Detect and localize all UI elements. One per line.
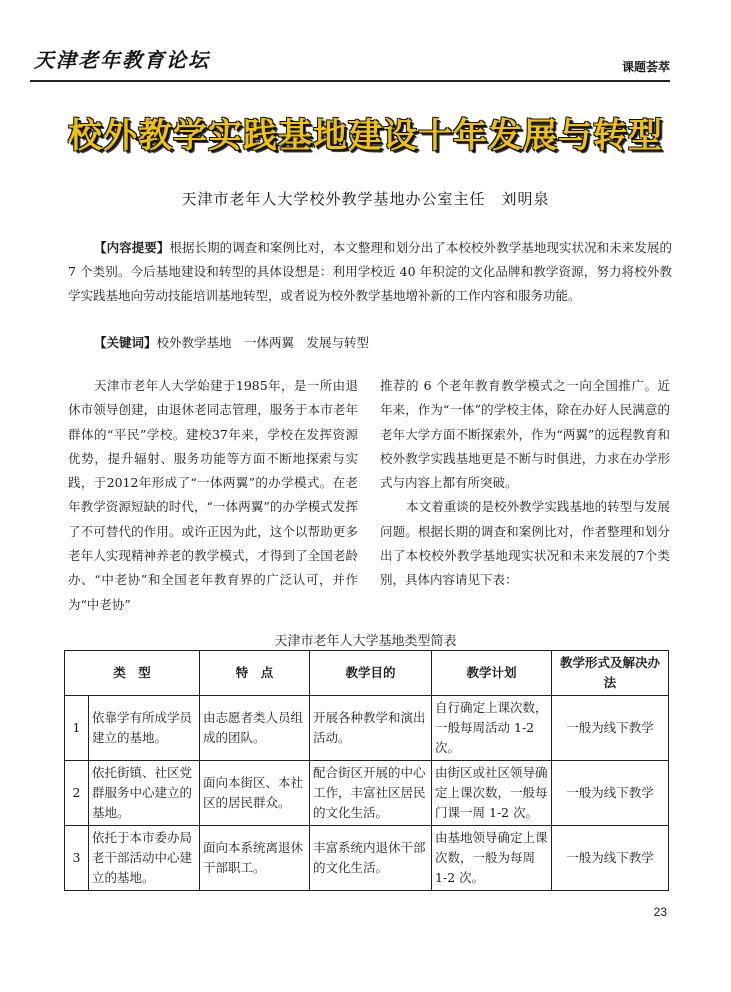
running-header — [30, 40, 670, 82]
table-caption: 天津市老年人大学基地类型简表 — [274, 634, 457, 649]
header-plan: 教学计划 — [432, 651, 552, 696]
cell-mode: 一般为线下教学 — [552, 826, 669, 891]
page-number: 23 — [653, 905, 667, 919]
abstract-label: 【内容提要】 — [94, 240, 170, 255]
row-number: 1 — [65, 696, 89, 761]
cell-goal: 开展各种教学和演出活动。 — [310, 696, 432, 761]
body-paragraph: 推荐的 6 个老年教育教学模式之一向全国推广。近年来，作为“一体”的学校主体，除在办好人民满意的老年大学方面不断探索外，作为“两翼”的远程教育和校外教学实践基地更是不断与时俱进，力求在办学形式与内容上都有所突破。 — [380, 378, 670, 491]
cell-type: 依靠学有所成学员建立的基地。 — [89, 696, 200, 761]
body-paragraph: 本文着重谈的是校外教学实践基地的转型与发展问题。根据长期的调查和案例比对，作者整理和划分出了本校校外教学基地现实状况和未来发展的7个类别，具体内容请见下表： — [380, 499, 670, 588]
body-column-right — [380, 374, 670, 593]
keywords-text: 校外教学基地 一体两翼 发展与转型 — [156, 335, 370, 350]
cell-type: 依托街镇、社区党群服务中心建立的基地。 — [89, 761, 200, 826]
article-title: 校外教学实践基地建设十年发展与转型 — [68, 116, 663, 156]
base-type-table — [64, 650, 669, 891]
cell-feature: 由志愿者类人员组成的团队。 — [200, 696, 310, 761]
header-goal: 教学目的 — [310, 651, 432, 696]
article-author: 天津市老年人大学校外教学基地办公室主任 刘明泉 — [181, 190, 550, 208]
table-row — [65, 826, 669, 891]
abstract-text: 根据长期的调查和案例比对，本文整理和划分出了本校校外教学基地现实状况和未来发展的 7 个类别。今后基地建设和转型的具体设想是：利用学校近 40 年积淀的文化品牌和教学资源，努力将校外教学实践基地向劳动技能培训基地转型，或者说为校外教学基地增补新的工作内容和服务功能。 — [68, 240, 672, 303]
table-row — [65, 696, 669, 761]
header-mode: 教学形式及解决办法 — [552, 651, 669, 696]
header-type: 类 型 — [65, 651, 200, 696]
cell-feature: 面向本街区、本社区的居民群众。 — [200, 761, 310, 826]
table-row — [65, 761, 669, 826]
row-number: 2 — [65, 761, 89, 826]
body-column-left — [68, 374, 358, 617]
cell-mode: 一般为线下教学 — [552, 696, 669, 761]
body-paragraph: 天津市老年人大学始建于1985年，是一所由退休市领导创建，由退休老同志管理，服务于本市老年群体的“平民”学校。建校37年来，学校在发挥资源优势，提升辐射、服务功能等方面不断地探索与实践，于2012年形成了“一体两翼”的办学模式。在老年教学资源短缺的时代，“一体两翼”的办学模式发挥了不可替代的作用。或许正因为此，这个以帮助更多老年人实现精神养老的教学模式，才得到了全国老龄办、“中老协”和全国老年教育界的广泛认可，并作为“中老协” — [68, 378, 358, 612]
cell-goal: 配合街区开展的中心工作，丰富社区居民的文化生活。 — [310, 761, 432, 826]
cell-plan: 自行确定上课次数，一般每周活动 1-2 次。 — [432, 696, 552, 761]
header-feature: 特 点 — [200, 651, 310, 696]
cell-plan: 由街区或社区领导确定上课次数，一般每门课一周 1-2 次。 — [432, 761, 552, 826]
cell-type: 依托于本市委办局老干部活动中心建立的基地。 — [89, 826, 200, 891]
section-name: 课题荟萃 — [621, 60, 670, 74]
cell-mode: 一般为线下教学 — [552, 761, 669, 826]
keywords-label: 【关键词】 — [94, 335, 157, 350]
journal-name: 天津老年教育论坛 — [34, 48, 210, 72]
cell-feature: 面向本系统离退休干部职工。 — [200, 826, 310, 891]
keywords — [68, 331, 672, 355]
table-header-row — [65, 651, 669, 696]
cell-goal: 丰富系统内退休干部的文化生活。 — [310, 826, 432, 891]
row-number: 3 — [65, 826, 89, 891]
abstract — [68, 236, 672, 308]
cell-plan: 由基地领导确定上课次数，一般为每周 1-2 次。 — [432, 826, 552, 891]
